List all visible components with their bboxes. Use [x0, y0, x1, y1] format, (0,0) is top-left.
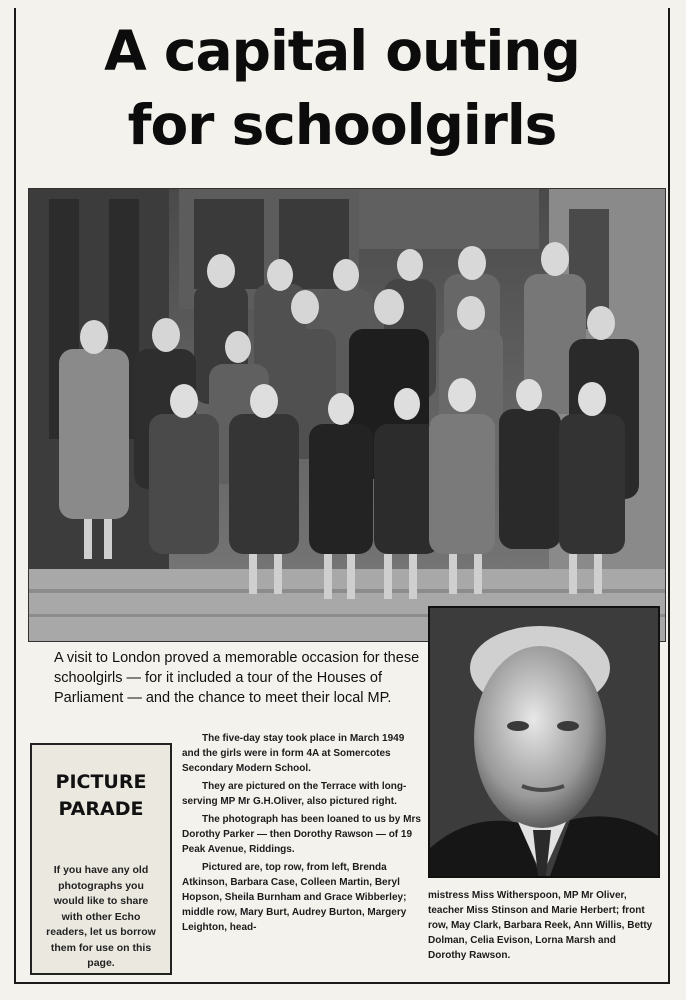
headline-line-1: A capital outing — [104, 19, 580, 83]
article-paragraph-3: The photograph has been loaned to us by Mrs Dorothy Parker — then Dorothy Rawson — of 19 Peak Avenue, Riddings. — [182, 814, 421, 855]
picture-parade-title-line-1: PICTURE — [55, 771, 147, 793]
standfirst: A visit to London proved a memorable occasion for these schoolgirls — for it included a tour of the Houses of Parliament — and the chance to meet their local MP. — [54, 650, 420, 706]
picture-parade-body: If you have any old photographs you would like to share with other Echo readers, let us borrow them for use on this page. — [46, 864, 156, 969]
article-column-right — [428, 888, 656, 963]
headline — [16, 14, 668, 162]
group-photograph — [28, 188, 666, 642]
mp-portrait-drawing — [430, 608, 658, 876]
article-paragraph-4: Pictured are, top row, from left, Brenda Atkinson, Barbara Case, Colleen Martin, Beryl Hopson, Sheila Burnham and Grace Wibberley; middle row, Mary Burt, Audrey Burton, Margery Leighton, head- — [182, 862, 407, 933]
article-paragraph-2: They are pictured on the Terrace with long-serving MP Mr G.H.Oliver, also pictured right. — [182, 781, 407, 807]
headline-line-2: for schoolgirls — [127, 93, 557, 157]
article-paragraph-5: mistress Miss Witherspoon, MP Mr Oliver, teacher Miss Stinson and Marie Herbert; front row, May Clark, Barbara Reek, Ann Willis, Betty Dolman, Celia Evison, Lorna Marsh and Dorothy Rawson. — [428, 890, 653, 961]
article-paragraph-1: The five-day stay took place in March 1949 and the girls were in form 4A at Somercotes Secondary Modern School. — [182, 733, 405, 774]
article-column-middle — [182, 731, 424, 938]
mp-portrait-photograph — [428, 606, 660, 878]
picture-parade-title-line-2: PARADE — [58, 798, 144, 820]
newspaper-clipping — [14, 8, 670, 984]
group-photograph-drawing — [29, 189, 665, 641]
picture-parade-title — [32, 769, 170, 823]
picture-parade-box — [30, 743, 172, 975]
